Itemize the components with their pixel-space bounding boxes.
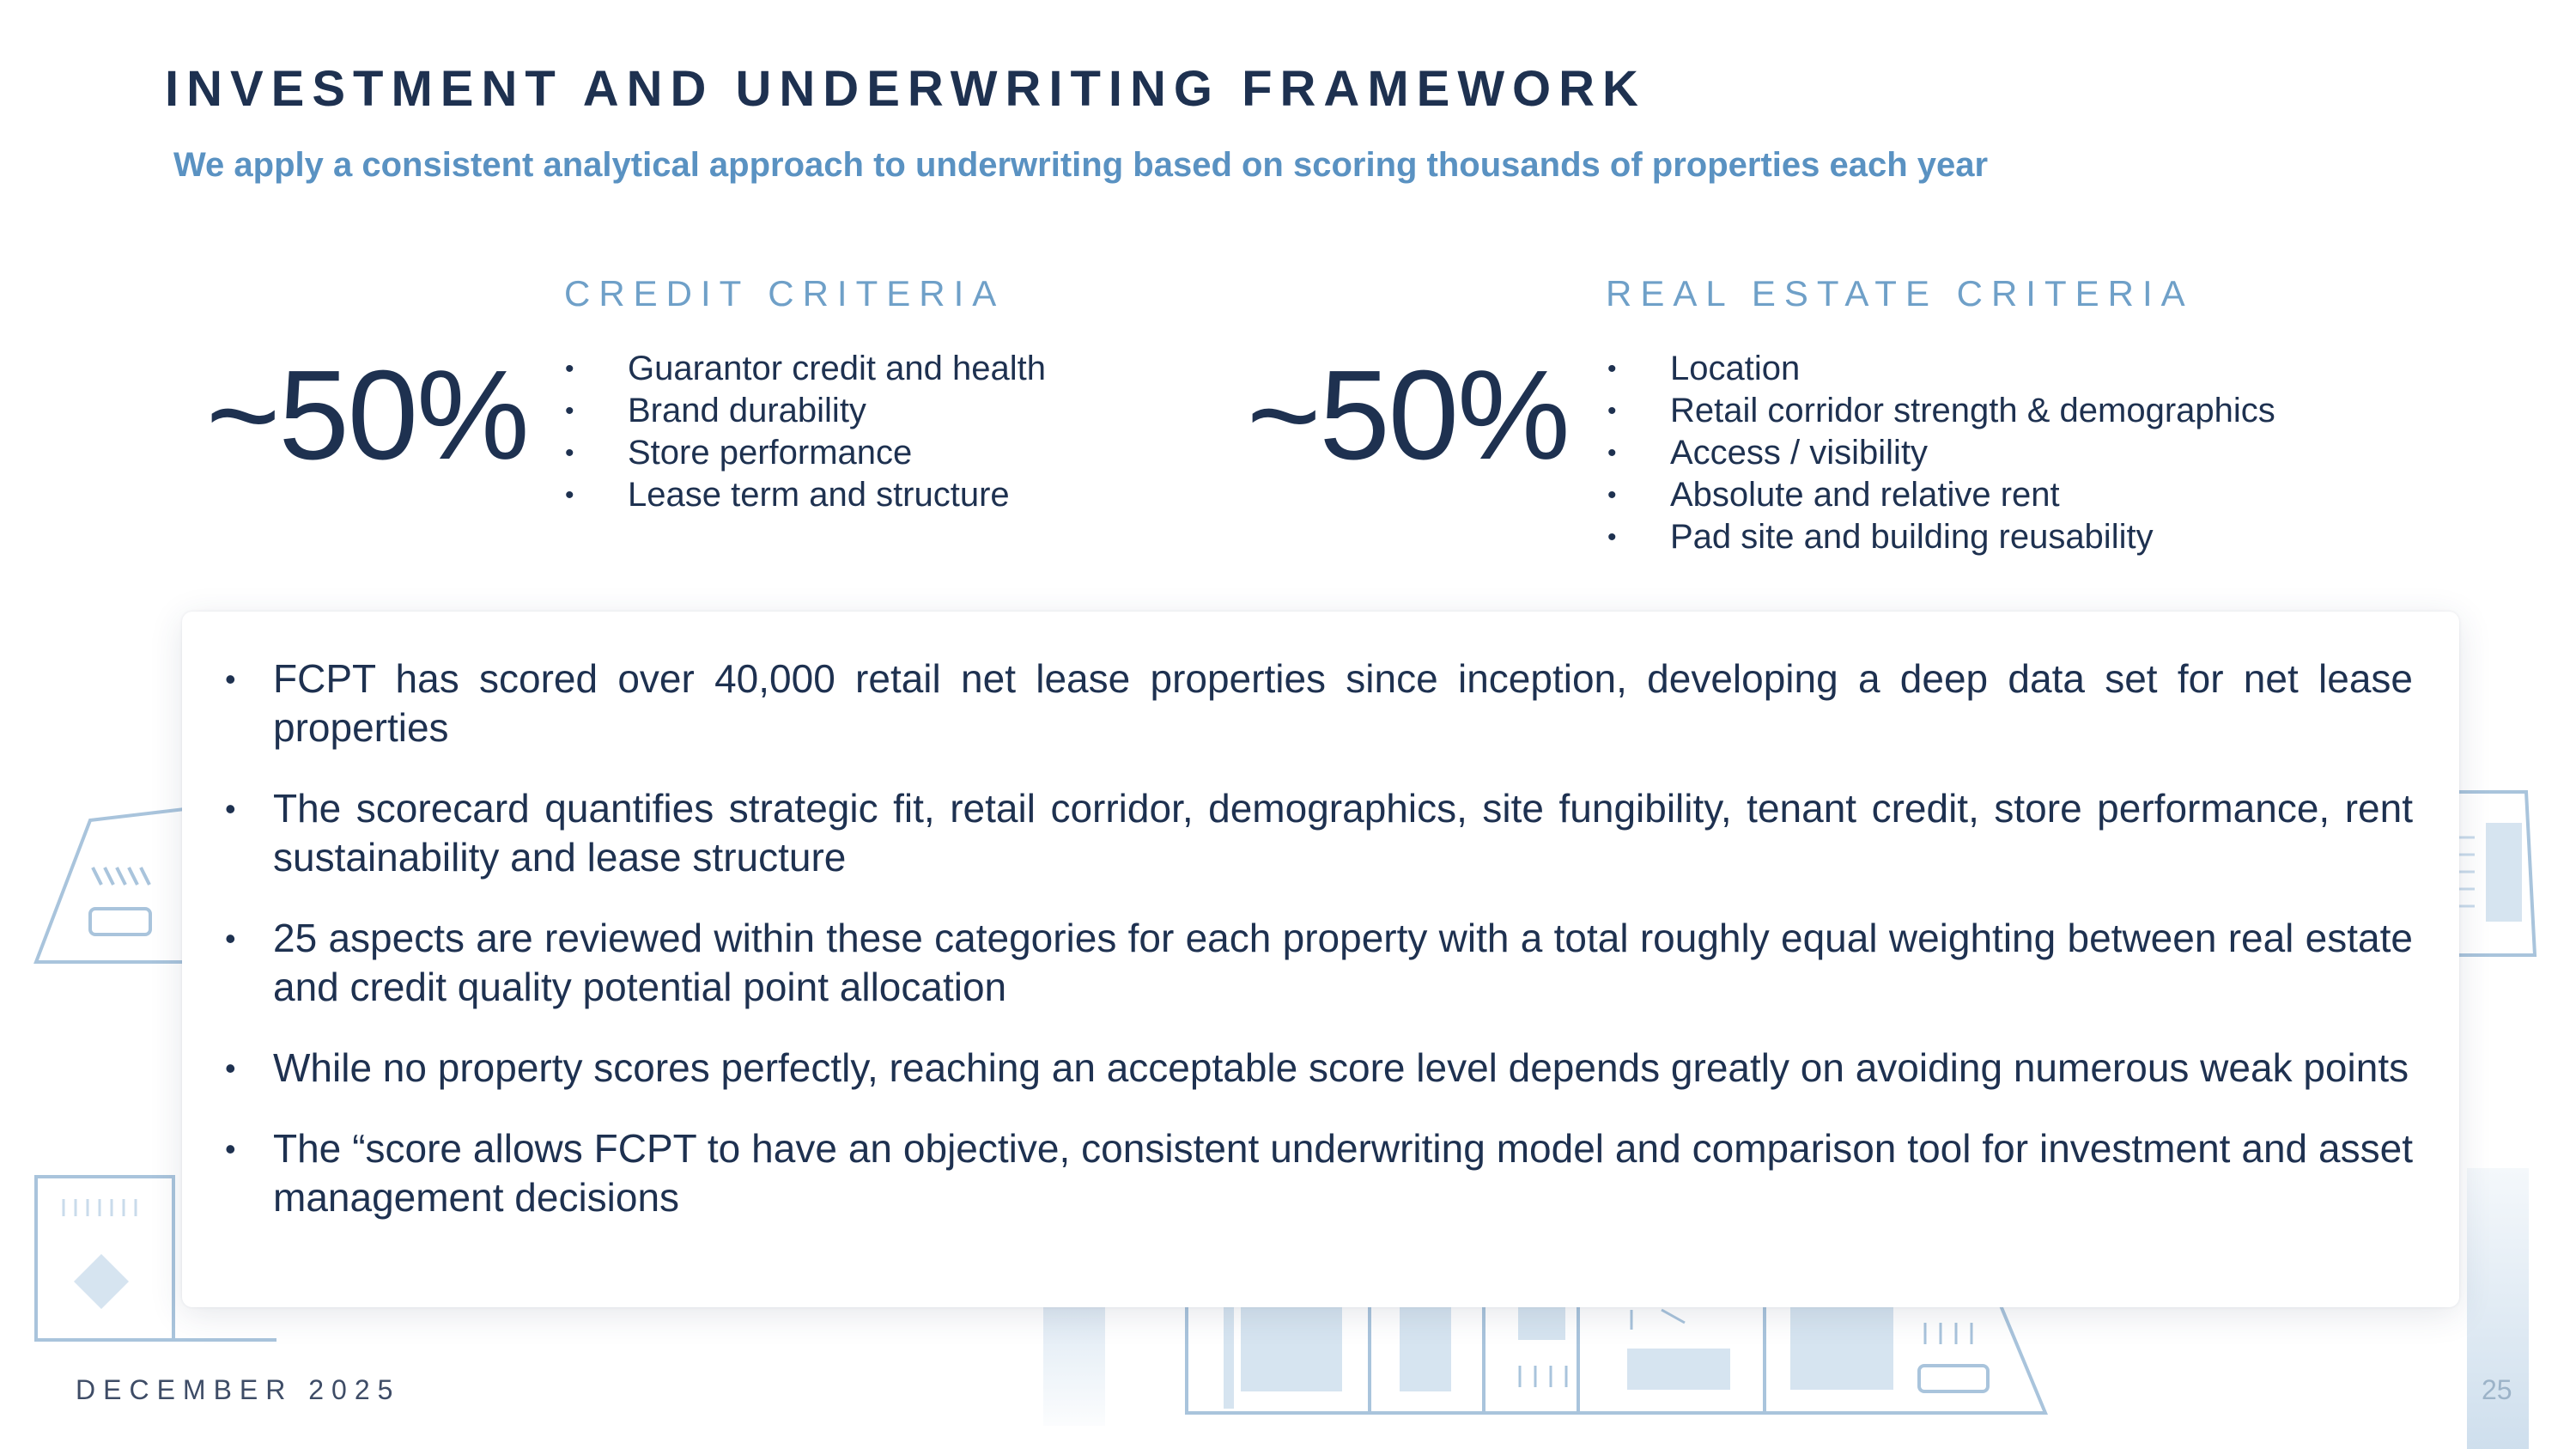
key-point-item: • 25 aspects are reviewed within these categories for each property with a total roughly equal weighting between real estate and credit quality potential point allocation (225, 914, 2413, 1012)
list-item: • Lease term and structure (565, 474, 1046, 516)
list-item: • Pad site and building reusability (1607, 516, 2275, 558)
real-estate-percent: ~50% (1247, 344, 1569, 486)
list-item: • Access / visibility (1607, 432, 2275, 474)
credit-criteria-list (565, 348, 1046, 516)
list-item: • Retail corridor strength & demographics (1607, 390, 2275, 432)
page-number: 25 (2482, 1374, 2512, 1405)
page-title: INVESTMENT AND UNDERWRITING FRAMEWORK (165, 61, 1646, 117)
key-points-list (225, 654, 2413, 1254)
list-item: • Absolute and relative rent (1607, 474, 2275, 516)
page-subtitle: We apply a consistent analytical approach to underwriting based on scoring thousands of properties each year (173, 146, 1989, 184)
footer-date: DECEMBER 2025 (76, 1374, 401, 1405)
key-point-item: • FCPT has scored over 40,000 retail net lease properties since inception, developing a deep data set for net lease properties (225, 654, 2413, 752)
credit-percent: ~50% (206, 344, 528, 486)
list-item: • Store performance (565, 432, 1046, 474)
list-item: • Guarantor credit and health (565, 348, 1046, 390)
key-point-item: • The scorecard quantifies strategic fit, retail corridor, demographics, site fungibility, tenant credit, store performance, rent sustainability and lease structure (225, 784, 2413, 882)
key-point-item: • While no property scores perfectly, reaching an acceptable score level depends greatly on avoiding numerous weak points (225, 1044, 2413, 1093)
list-item: • Brand durability (565, 390, 1046, 432)
credit-criteria-heading: CREDIT CRITERIA (564, 273, 1005, 314)
real-estate-criteria-list (1607, 348, 2275, 558)
real-estate-criteria-heading: REAL ESTATE CRITERIA (1606, 273, 2194, 314)
key-points-card (182, 612, 2459, 1307)
list-item: • Location (1607, 348, 2275, 390)
diamond-icon (74, 1254, 129, 1309)
key-point-item: • The “score allows FCPT to have an objective, consistent underwriting model and comparison tool for investment and asset management decisions (225, 1124, 2413, 1222)
